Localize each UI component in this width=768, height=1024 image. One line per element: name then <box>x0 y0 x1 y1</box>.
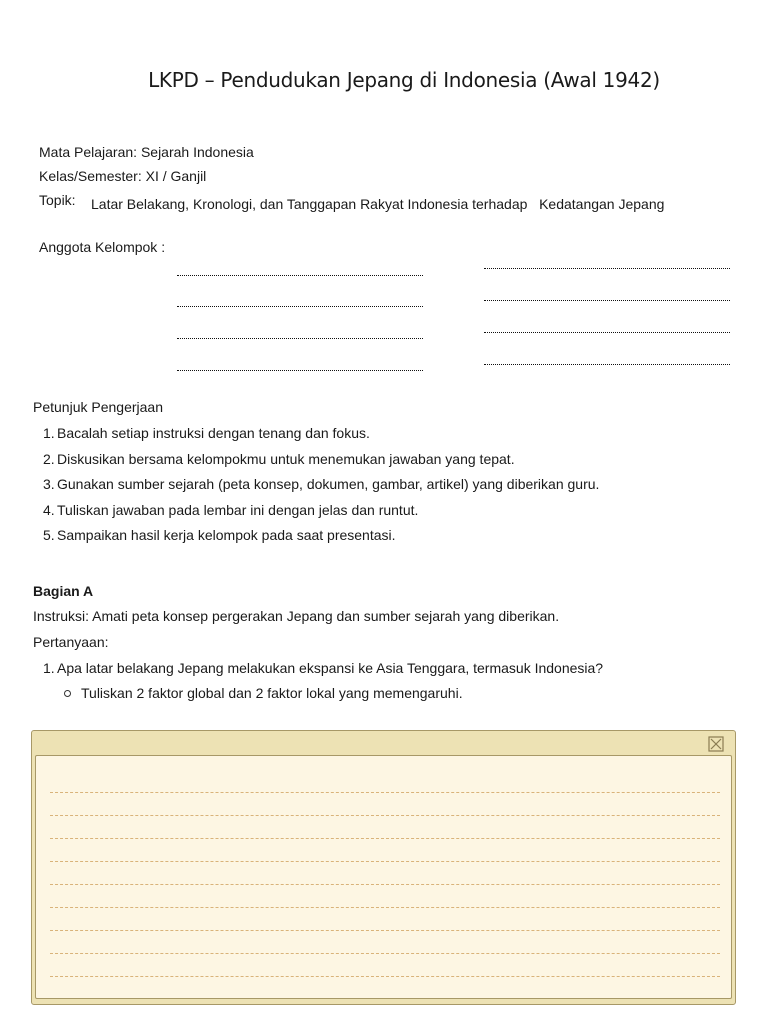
member-line-5[interactable] <box>484 268 730 269</box>
topic-label: Topik: <box>39 192 76 208</box>
answer-line <box>50 884 720 885</box>
answer-line <box>50 953 720 954</box>
member-line-6[interactable] <box>484 300 730 301</box>
answer-line <box>50 815 720 816</box>
class-line: Kelas/Semester: XI / Ganjil <box>39 168 207 184</box>
answer-line <box>50 838 720 839</box>
member-line-4[interactable] <box>177 370 423 371</box>
topic-value: Latar Belakang, Kronologi, dan Tanggapan Rakyat Indonesia terhadap Kedatangan Jepang <box>91 196 665 212</box>
member-line-8[interactable] <box>484 364 730 365</box>
question-number: 1. <box>43 660 55 676</box>
question-1-sub: Tuliskan 2 faktor global dan 2 faktor lokal yang memengaruhi. <box>81 685 463 701</box>
members-label: Anggota Kelompok : <box>39 239 166 255</box>
question-1: Apa latar belakang Jepang melakukan ekspansi ke Asia Tenggara, termasuk Indonesia? <box>57 660 604 676</box>
bullet-icon <box>64 690 71 697</box>
list-item: 3. Gunakan sumber sejarah (peta konsep, dokumen, gambar, artikel) yang diberikan guru. <box>43 476 600 492</box>
member-line-7[interactable] <box>484 332 730 333</box>
section-a-instruction: Instruksi: Amati peta konsep pergerakan Jepang dan sumber sejarah yang diberikan. <box>33 608 560 624</box>
instructions-list <box>33 421 733 549</box>
answer-line <box>50 976 720 977</box>
answer-line <box>50 907 720 908</box>
list-item: 2. Diskusikan bersama kelompokmu untuk menemukan jawaban yang tepat. <box>43 450 515 467</box>
answer-line <box>50 792 720 793</box>
answer-line <box>50 861 720 862</box>
page-title: LKPD – Pendudukan Jepang di Indonesia (Awal 1942) <box>148 68 660 92</box>
answer-line <box>50 930 720 931</box>
list-item: 4. Tuliskan jawaban pada lembar ini dengan jelas dan runtut. <box>43 501 419 518</box>
member-line-1[interactable] <box>177 275 423 276</box>
instructions-heading: Petunjuk Pengerjaan <box>33 399 163 415</box>
section-a-heading: Bagian A <box>33 583 94 599</box>
list-item: 1. Bacalah setiap instruksi dengan tenang dan fokus. <box>43 425 370 441</box>
member-line-3[interactable] <box>177 338 423 339</box>
member-line-2[interactable] <box>177 306 423 307</box>
close-icon[interactable] <box>708 736 724 752</box>
subject-line: Mata Pelajaran: Sejarah Indonesia <box>39 144 254 160</box>
list-item: 5. Sampaikan hasil kerja kelompok pada saat presentasi. <box>43 527 396 543</box>
questions-label: Pertanyaan: <box>33 634 109 650</box>
